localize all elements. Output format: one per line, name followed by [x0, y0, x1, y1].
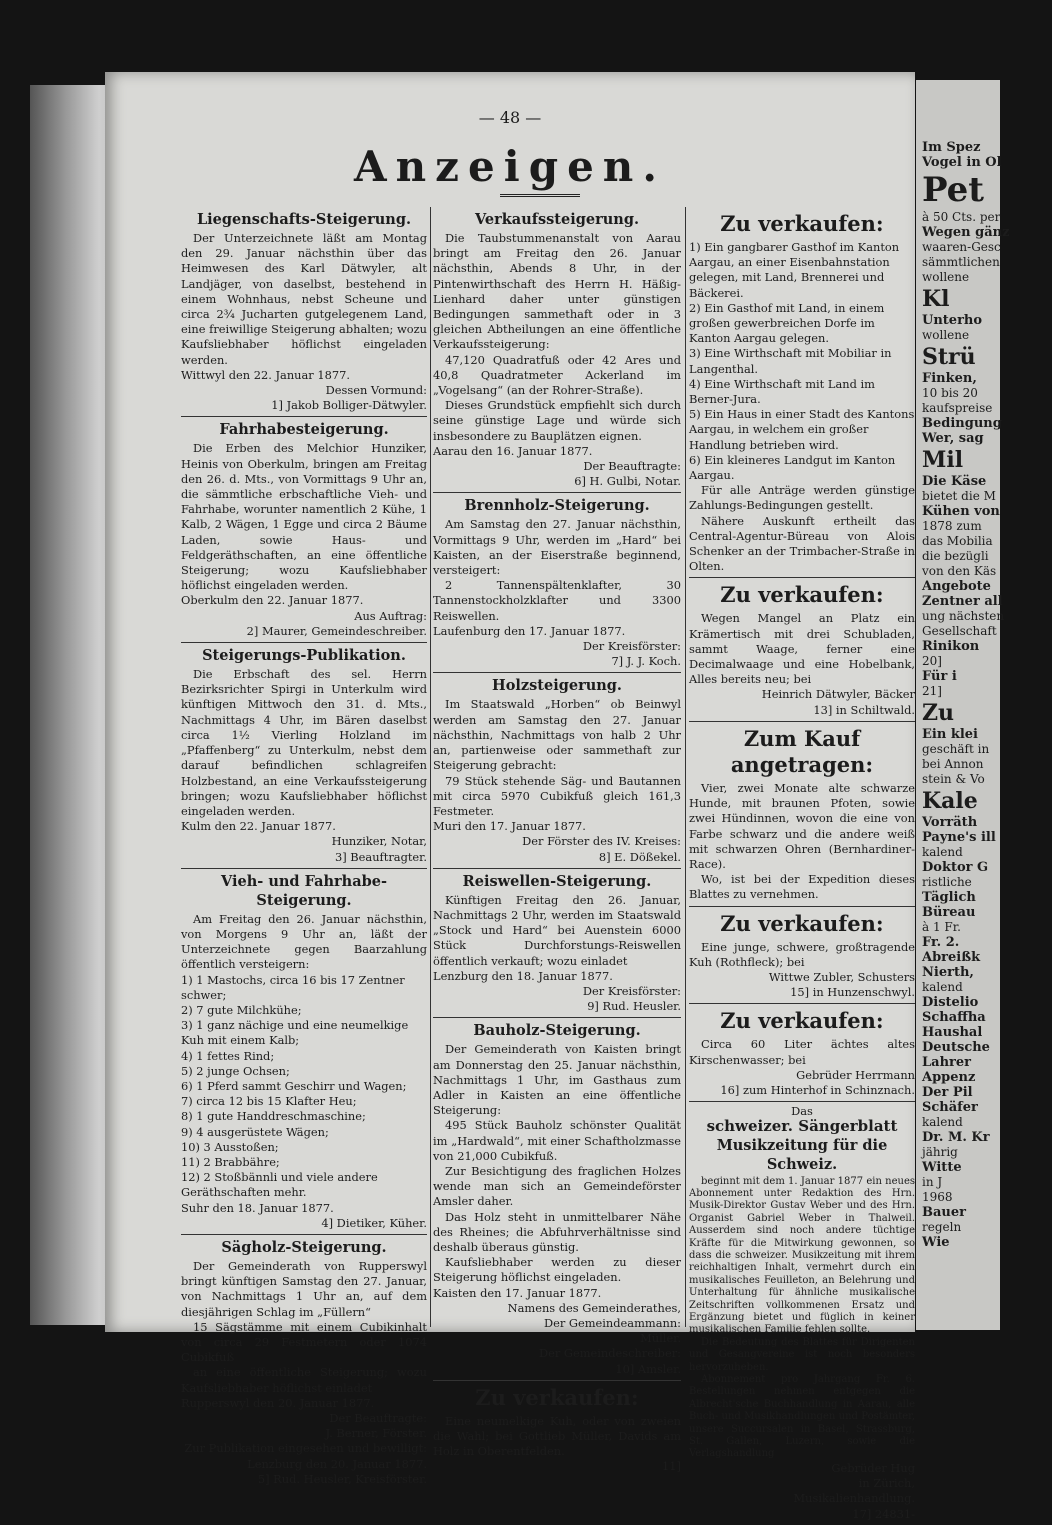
- ad-body-text: Nähere Auskunft ertheilt das Central-Agentur-Büreau von Alois Schenker an der Trimbacher-Straße in Olten.: [689, 513, 915, 574]
- adjacent-page-line: kalend: [922, 845, 963, 859]
- adjacent-page-line: Angebote: [922, 579, 991, 594]
- adjacent-page-line: Schäfer: [922, 1100, 978, 1115]
- ad-body-text: Die Erben des Melchior Hunziker, Heinis von Oberkulm, bringen am Freitag den 26. d. Mts., von Vormittags 9 Uhr an, die sämmtliche erbschaftliche Vieh- und Fahrhabe, worunter namentlich 2 Kühe, 1 Kalb, 2 Wägen, 1 Egge und circa 2 Bäume Laden, sowie Haus- und Feldgeräthschaften, an eine öffentliche Steigerung; wozu Kaufsliebhaber höflichst eingeladen werden.: [181, 441, 427, 593]
- advertisement: [689, 1102, 915, 1525]
- ad-signature-line: 13] in Schiltwald.: [813, 702, 915, 717]
- ad-list-item: 10) 3 Ausstoßen;: [181, 1139, 279, 1154]
- adjacent-page-line: Finken,: [922, 371, 977, 386]
- adjacent-page-line: Distelio: [922, 995, 979, 1010]
- ad-list-item: 11) 2 Brabbähre;: [181, 1154, 280, 1169]
- ad-title: Vieh- und Fahrhabe-Steigerung.: [220, 872, 387, 909]
- adjacent-page-line: Mil: [922, 447, 964, 473]
- ad-title: Holzsteigerung.: [492, 677, 622, 695]
- advertisement: [689, 1004, 915, 1102]
- ad-signature-line: 1] Jakob Bolliger-Dätwyler.: [271, 398, 427, 413]
- ad-body-text: Wo, ist bei der Expedition dieses Blattes zu vernehmen.: [689, 872, 915, 902]
- adjacent-page-line: Bauer: [922, 1205, 966, 1220]
- ad-title: Liegenschafts-Steigerung.: [196, 211, 412, 228]
- ad-list-item: 3) 1 ganz nächige und eine neumelkige Kuh mit einem Kalb;: [181, 1018, 409, 1048]
- ad-signature-line: 3] Beauftragter.: [334, 849, 427, 864]
- ad-signature-line: 2] Maurer, Gemeindeschreiber.: [246, 623, 427, 638]
- adjacent-page-line: Pet: [922, 170, 984, 210]
- adjacent-page-line: Doktor G: [922, 860, 989, 875]
- ad-signature-line: Muri den 17. Januar 1877.: [433, 819, 586, 834]
- ad-signature-line: Gebrüder Hug: [831, 1460, 915, 1475]
- advertisement: [689, 907, 915, 1005]
- ad-signature-line: 16] zum Hinterhof in Schinznach.: [720, 1082, 915, 1097]
- ad-title: Zu verkaufen:: [720, 910, 884, 936]
- ad-list-item: 8) 1 gute Handdreschmaschine;: [181, 1109, 366, 1124]
- ad-body-text: Das Holz steht in unmittelbarer Nähe des Rheines; die Abfuhrverhältnisse sind deshalb überaus günstig.: [433, 1209, 681, 1254]
- ad-title: Fahrhabesteigerung.: [219, 421, 389, 439]
- ad-signature-line: Wittwe Zubler, Schusters: [768, 969, 915, 984]
- adjacent-page-line: Gesellschaft: [922, 624, 997, 638]
- ad-body-text: Der Gemeinderath von Kaisten bringt am Donnerstag den 25. Januar nächsthin, Nachmittags 1 Uhr, im Gasthaus zum Adler in Kaisten an eine öffentliche Steigerung:: [433, 1042, 681, 1118]
- adjacent-page-line: Wegen gänz: [922, 225, 1010, 240]
- ad-list-item: 6) Ein kleineres Landgut im Kanton Aargau.: [689, 452, 896, 483]
- adjacent-page-line: Witte: [922, 1160, 962, 1175]
- adjacent-page-line: bietet die M: [922, 489, 996, 503]
- advertisement: [181, 1235, 427, 1490]
- ad-signature-line: 9] Rud. Heusler.: [587, 999, 681, 1014]
- adjacent-page-line: Lahrer: [922, 1055, 971, 1070]
- advertisement: [433, 1381, 681, 1478]
- ad-body-text: Am Samstag den 27. Januar nächsthin, Vormittags 9 Uhr, werden im „Hard“ bei Kaisten, an der Eiserstraße beginnend, versteigert:: [433, 517, 681, 578]
- ad-body-text: Zur Besichtigung des fraglichen Holzes wende man sich an Gemeindeförster Amsler daher.: [433, 1163, 681, 1209]
- adjacent-page-line: Appenz: [922, 1070, 976, 1085]
- ad-list-item: 12) 2 Stoßbännli und viele andere Geräthschaften mehr.: [181, 1170, 378, 1200]
- ad-signature-line: J. Berner, Förster.: [325, 1426, 427, 1441]
- ad-title: Zu verkaufen:: [720, 582, 884, 608]
- ad-signature-line: Aarau den 16. Januar 1877.: [433, 443, 593, 458]
- column-1: [181, 207, 427, 1490]
- ad-body-text: Im Staatswald „Horben“ ob Beinwyl werden am Samstag den 27. Januar nächsthin, Nachmittags von halb 2 Uhr an, partienweise oder sammethaft zur Steigerung gebracht:: [433, 697, 681, 773]
- adjacent-page-line: Fr. 2.: [922, 935, 960, 950]
- adjacent-page-line: Büreau: [922, 905, 976, 920]
- adjacent-page-line: kalend: [922, 1115, 963, 1129]
- adjacent-page-line: Zentner all: [922, 594, 1003, 609]
- page-number: — 48 —: [478, 108, 542, 127]
- newspaper-page: [105, 72, 915, 1521]
- ad-signature-line: 11]: [662, 1459, 681, 1474]
- ad-signature-line: 7] J. J. Koch.: [611, 654, 681, 669]
- adjacent-page-line: 1968: [922, 1190, 953, 1204]
- adjacent-page-line: ung nächsten: [922, 609, 1005, 623]
- adjacent-page-line: 20]: [922, 654, 942, 668]
- ad-signature-line: 5] Rud. Heusler, Kreisförster.: [257, 1471, 427, 1486]
- ad-body-text: 79 Stück stehende Säg- und Bautannen mit circa 5970 Cubikfuß gleich 161,3 Festmeter.: [433, 773, 681, 818]
- ad-body-text: Wegen Mangel an Platz ein Krämertisch mit drei Schubladen, sammt Waage, ferner eine Decimalwaage und eine Hobelbank, Alles bereits neu; bei: [689, 611, 915, 687]
- ad-body-text: Circa 60 Liter ächtes altes Kirschenwasser; bei: [689, 1037, 915, 1067]
- ad-signature-line: Der Gemeindeammann:: [543, 1316, 681, 1330]
- adjacent-page-line: Täglich: [922, 890, 976, 905]
- adjacent-page-line: Wer, sag: [922, 431, 984, 446]
- adjacent-page-line: Abreißk: [922, 950, 981, 965]
- adjacent-page-line: von den Käs: [922, 564, 997, 578]
- adjacent-page-line: kaufspreise: [922, 401, 993, 415]
- adjacent-page-line: Die Käse: [922, 474, 987, 489]
- adjacent-page-line: Bedingung: [922, 416, 1002, 431]
- adjacent-page-line: ristliche: [922, 875, 972, 889]
- ad-signature-line: Namens des Gemeinderathes,: [507, 1300, 681, 1315]
- ad-signature-line: 8] E. Dößekel.: [598, 849, 681, 864]
- ad-signature-line: Hunziker, Notar,: [331, 834, 427, 849]
- ad-signature-line: Aus Auftrag:: [354, 608, 427, 623]
- advertisement: [181, 643, 427, 869]
- adjacent-page-text: [922, 140, 1052, 1250]
- adjacent-page-line: Dr. M. Kr: [922, 1130, 990, 1145]
- ad-signature-line: 4] Dietiker, Küher.: [321, 1215, 427, 1230]
- ad-title: Zu verkaufen:: [475, 1384, 639, 1410]
- ad-title: Zu verkaufen:: [720, 211, 884, 236]
- adjacent-page-line: Kale: [922, 788, 978, 814]
- adjacent-page-line: geschäft in: [922, 742, 990, 756]
- adjacent-page-line: in J: [922, 1175, 943, 1189]
- adjacent-page-line: sämmtlichen: [922, 255, 1000, 269]
- ad-body-text: beginnt mit dem 1. Januar 1877 ein neues Abonnement unter Redaktion des Hrn. Musik-Direktor Gustav Weber und des Hrn. Organist Gabriel Weber in Thalweil. Ausserdem sind noch andere tüchtige Kräfte für die Mitwirkung gewonnen, so dass die schweizer. Musikzeitung mit ihrem reichhaltigen Inhalt, vermehrt durch ein musikalisches Feuilleton, an Belehrung und Unterhaltung für ähnliche musikalische Zeitschriften vollkommenen Ersatz und Ergänzung bietet und füglich in keiner musikalischen Familie fehlen sollte.: [689, 1175, 915, 1336]
- adjacent-page-line: à 1 Fr.: [922, 920, 961, 934]
- ad-body-text: Eine neumelkige Kuh, oder von zweien die Wahl; bei Gottlieb Müller, Davids am Holz in Oberentfelden.: [433, 1413, 681, 1459]
- ad-signature-line: Der Beauftragte:: [329, 1411, 427, 1426]
- adjacent-page-line: Unterho: [922, 313, 983, 328]
- advertisement: [433, 869, 681, 1019]
- ad-signature-line: Gebrüder Herrmann: [796, 1067, 915, 1082]
- ad-signature-line: Heinrich Dätwyler, Bäcker: [761, 687, 915, 702]
- adjacent-page-line: 1878 zum: [922, 519, 982, 533]
- ad-signature-line: Oberkulm den 22. Januar 1877.: [181, 593, 364, 608]
- adjacent-page-line: à 50 Cts. per: [922, 210, 1001, 224]
- ad-title: Zum Kauf angetragen:: [730, 725, 874, 777]
- advertisement: [433, 1018, 681, 1380]
- advertisement: [689, 207, 915, 578]
- adjacent-page-line: das Mobilia: [922, 534, 993, 548]
- adjacent-page-line: Wie: [922, 1235, 950, 1250]
- ad-body-text: an eine öffentliche Steigerung; wozu Kaufsliebhaber höflichst einladet: [181, 1365, 427, 1395]
- title-ornament: [500, 194, 580, 199]
- adjacent-page-line: Schaffha: [922, 1010, 986, 1025]
- adjacent-page-line: die bezügli: [922, 549, 989, 563]
- adjacent-page-line: Nierth,: [922, 965, 974, 980]
- column-divider: [430, 207, 431, 1327]
- column-2: [433, 207, 681, 1478]
- ad-signature-line: Wittwyl den 22. Januar 1877.: [181, 367, 350, 382]
- ad-title: Sägholz-Steigerung.: [221, 1238, 387, 1256]
- ad-signature-line: 6] H. Gulbi, Notar.: [574, 474, 681, 489]
- adjacent-page-line: Deutsche: [922, 1040, 990, 1055]
- advertisement: [689, 578, 915, 721]
- ad-body-text: 15 Sägstämme mit einem Cubikinhalt von circa 29 Festmetern oder 1074 Cubikfuß: [181, 1319, 427, 1365]
- advertisement: [433, 207, 681, 493]
- adjacent-page-line: Für i: [922, 669, 957, 684]
- ad-list-item: 4) 1 fettes Rind;: [181, 1048, 275, 1063]
- ad-body-text: Für alle Anträge werden günstige Zahlungs-Bedingungen gestellt.: [689, 483, 915, 513]
- ad-signature-line: Dessen Vormund:: [325, 383, 427, 398]
- ad-signature-line: Müller.: [640, 1331, 681, 1346]
- ad-body-text: Der Unterzeichnete läßt am Montag den 29. Januar nächsthin über das Heimwesen des Karl Dätwyler, alt Landjäger, von daselbst, bestehend in einem Wohnhaus, nebst Scheune und circa 2¾ Jucharten gutgelegenem Land, eine freiwillige Steigerung abhalten; wozu Kaufsliebhaber höflichst eingeladen werden.: [181, 231, 427, 367]
- adjacent-page-line: 21]: [922, 684, 942, 698]
- adjacent-page-line: Im Spez: [922, 140, 981, 155]
- column-divider: [685, 207, 686, 1327]
- ad-signature-line: Musikalienhandlung.: [793, 1491, 915, 1506]
- ad-signature-line: Lenzburg den 18. Januar 1877.: [433, 968, 613, 983]
- ad-list-item: 4) Eine Wirthschaft mit Land im Berner-Jura.: [689, 376, 875, 407]
- ad-signature-line: Der Förster des IV. Kreises:: [522, 834, 681, 849]
- ad-title: Steigerungs-Publikation.: [202, 647, 406, 665]
- adjacent-page-line: regeln: [922, 1220, 962, 1234]
- adjacent-page-line: 10 bis 20: [922, 386, 978, 400]
- ad-pretitle: Das: [791, 1104, 813, 1119]
- ad-signature-line: 10] Amsler.: [615, 1361, 681, 1376]
- ad-body-text: Vier, zwei Monate alte schwarze Hunde, mit braunen Pfoten, sowie zwei Hündinnen, wovon die eine von Farbe schwarz und die andere weiß mit schwarzen Ohren (Bernhardiner-Race).: [689, 780, 915, 871]
- advertisement: [433, 493, 681, 673]
- ad-list-item: 2) Ein Gasthof mit Land, in einem großen gewerbreichen Dorfe im Kanton Aargau gelegen.: [689, 300, 885, 346]
- adjacent-page-line: Rinikon: [922, 639, 980, 654]
- ad-body-text: Dieses Grundstück empfiehlt sich durch seine günstige Lage und würde sich insbesondere zu Bauplätzen eignen.: [433, 398, 681, 443]
- ad-body-text: Die Bedeutung des Blattes für Dirigenten und Gesangvereine ist noch besonders hervorzuheben.: [689, 1336, 915, 1373]
- ad-list-item: 9) 4 ausgerüstete Wägen;: [181, 1124, 329, 1139]
- page-title: Anzeigen.: [354, 142, 666, 191]
- ad-title: Zu verkaufen:: [720, 1008, 884, 1034]
- ad-pretitle-2: schweizer. Sängerblatt: [706, 1117, 898, 1136]
- ad-list-item: 3) Eine Wirthschaft mit Mobiliar in Langenthal.: [689, 346, 892, 376]
- column-3: [689, 207, 915, 1525]
- adjacent-page-line: jährig: [922, 1145, 958, 1159]
- adjacent-page-edge: [916, 80, 1010, 1330]
- ad-body-text: Die Taubstummenanstalt von Aarau bringt am Freitag den 26. Januar nächsthin, Abends 8 Uhr, in der Pintenwirthschaft des Herrn H. Häßig-Lienhard daher unter günstigen Bedingungen sammethaft oder in 3 gleichen Abtheilungen an eine öffentliche Verkaufssteigerung:: [433, 231, 681, 352]
- ad-signature-line: 17] 24831-: [852, 1506, 915, 1521]
- ad-signature-line: Lenzburg den 20. Januar 1877.: [247, 1456, 427, 1471]
- ad-list-item: 1) Ein gangbarer Gasthof im Kanton Aargau, an einer Eisenbahnstation gelegen, mit Land, Brennerei und Bäckerei.: [689, 240, 900, 300]
- ad-signature-line: Der Kreisförster:: [582, 639, 681, 654]
- adjacent-page-line: Kl: [922, 286, 950, 312]
- ad-signature-line: Laufenburg den 17. Januar 1877.: [433, 623, 626, 638]
- advertisement: [181, 207, 427, 417]
- ad-body-text: Künftigen Freitag den 26. Januar, Nachmittags 2 Uhr, werden im Staatswald „Stock und Hard“ bei Auenstein 6000 Stück Durchforstungs-Reiswellen öffentlich verkauft; wozu einladet: [433, 892, 681, 968]
- ad-signature-line: Kulm den 22. Januar 1877.: [181, 819, 336, 834]
- ad-signature-line: Zur Publikation eingesehen und bewilligt:: [184, 1441, 427, 1456]
- ad-body-text: Der Gemeinderath von Rupperswyl bringt künftigen Samstag den 27. Januar, von Nachmittags 1 Uhr an, auf dem diesjährigen Schlag im „Füllern“: [181, 1258, 427, 1319]
- adjacent-page-line: Kühen von: [922, 504, 1000, 519]
- ad-signature-line: 15] in Hunzenschwyl.: [790, 985, 915, 1000]
- adjacent-page-line: Payne's ill: [922, 830, 996, 845]
- ad-body-text: Am Freitag den 26. Januar nächsthin, von Morgens 9 Uhr an, läßt der Unterzeichnete gegen Baarzahlung öffentlich versteigern:: [181, 911, 427, 972]
- advertisement: [689, 722, 915, 907]
- ad-body-text: Kaufsliebhaber werden zu dieser Steigerung höflichst eingeladen.: [433, 1255, 681, 1285]
- adjacent-page-line: Vogel in Ol: [922, 155, 1002, 170]
- ad-body-text: 2 Tannenspältenklafter, 30 Tannenstockholzklafter und 3300 Reiswellen.: [433, 578, 681, 623]
- ad-title: Verkaufssteigerung.: [474, 211, 640, 228]
- ad-title: Reiswellen-Steigerung.: [462, 872, 652, 890]
- ad-body-text: 47,120 Quadratfuß oder 42 Ares und 40,8 Quadratmeter Ackerland im „Vogelsang“ (an der Rohrer-Straße).: [433, 352, 681, 398]
- ad-list-item: 5) 2 junge Ochsen;: [181, 1063, 290, 1078]
- ad-signature-line: Der Gemeindeschreiber:: [538, 1346, 681, 1361]
- advertisement: [181, 869, 427, 1235]
- adjacent-page-line: wollene: [922, 328, 970, 342]
- ad-list-item: 7) circa 12 bis 15 Klafter Heu;: [181, 1094, 357, 1109]
- ad-list-item: 1) 1 Mastochs, circa 16 bis 17 Zentner schwer;: [181, 972, 405, 1002]
- adjacent-page-line: wollene: [922, 270, 970, 284]
- ad-title: Brennholz-Steigerung.: [464, 497, 650, 515]
- ad-signature-line: Suhr den 18. Januar 1877.: [181, 1200, 334, 1215]
- ad-signature-line: in Zürich,: [858, 1476, 915, 1491]
- adjacent-page-line: stein & Vo: [922, 772, 985, 786]
- adjacent-page-line: bei Annon: [922, 757, 984, 771]
- ad-body-text: Abonnement pro Jahrgang Fr. 6. Bestellungen nehmen entgegen die Albrecht'sche Buchhandlung in Aarau, alle Buch- und Musikhandlungen und Postämter, unsere Succursalen in Basel, Strassburg, St. Gallen, Luzern, sowie die Verlagshandlung: [689, 1374, 915, 1460]
- adjacent-page-line: Strü: [922, 344, 976, 370]
- ad-body-text: Eine junge, schwere, großtragende Kuh (Rothfleck); bei: [689, 939, 915, 969]
- ad-list-item: 5) Ein Haus in einer Stadt des Kantons Aargau, in welchem ein großer Handlung betrieben wird.: [689, 407, 915, 452]
- adjacent-page-line: waaren-Gesc: [922, 240, 1001, 254]
- ad-body-text: 495 Stück Bauholz schönster Qualität im „Hardwald“, mit einer Schaftholzmasse von 21,000 Cubikfuß.: [433, 1118, 681, 1163]
- adjacent-page-line: Zu: [922, 700, 955, 726]
- advertisement: [433, 673, 681, 868]
- ad-signature-line: Der Kreisförster:: [582, 983, 681, 998]
- ad-body-text: Die Erbschaft des sel. Herrn Bezirksrichter Spirgi in Unterkulm wird künftigen Mittwoch den 31. d. Mts., Nachmittags 4 Uhr, im Bären daselbst circa 1½ Vierling Holzland im „Pfaffenberg“ zu Unterkulm, nebst dem darauf befindlichen schlagreifen Holzbestand, an eine Verkaufssteigerung bringen; wozu Kaufsliebhaber höflichst eingeladen werden.: [181, 667, 427, 818]
- ad-signature-line: Der Beauftragte:: [583, 459, 681, 474]
- ad-title: Musikzeitung für die Schweiz.: [716, 1136, 888, 1173]
- adjacent-page-line: Vorräth: [922, 815, 978, 830]
- adjacent-page-line: Ein klei: [922, 727, 978, 742]
- ad-list-item: 2) 7 gute Milchkühe;: [181, 1002, 302, 1017]
- ad-signature-line: Kaisten den 17. Januar 1877.: [433, 1285, 602, 1300]
- adjacent-page-line: Der Pil: [922, 1085, 973, 1100]
- advertisement: [181, 417, 427, 643]
- adjacent-page-line: Haushal: [922, 1025, 983, 1040]
- ad-title: Bauholz-Steigerung.: [473, 1022, 641, 1040]
- ad-list-item: 6) 1 Pferd sammt Geschirr und Wagen;: [181, 1078, 407, 1093]
- adjacent-page-line: kalend: [922, 980, 963, 994]
- ad-signature-line: Rupperswyl den 20. Januar 1877.: [181, 1395, 375, 1410]
